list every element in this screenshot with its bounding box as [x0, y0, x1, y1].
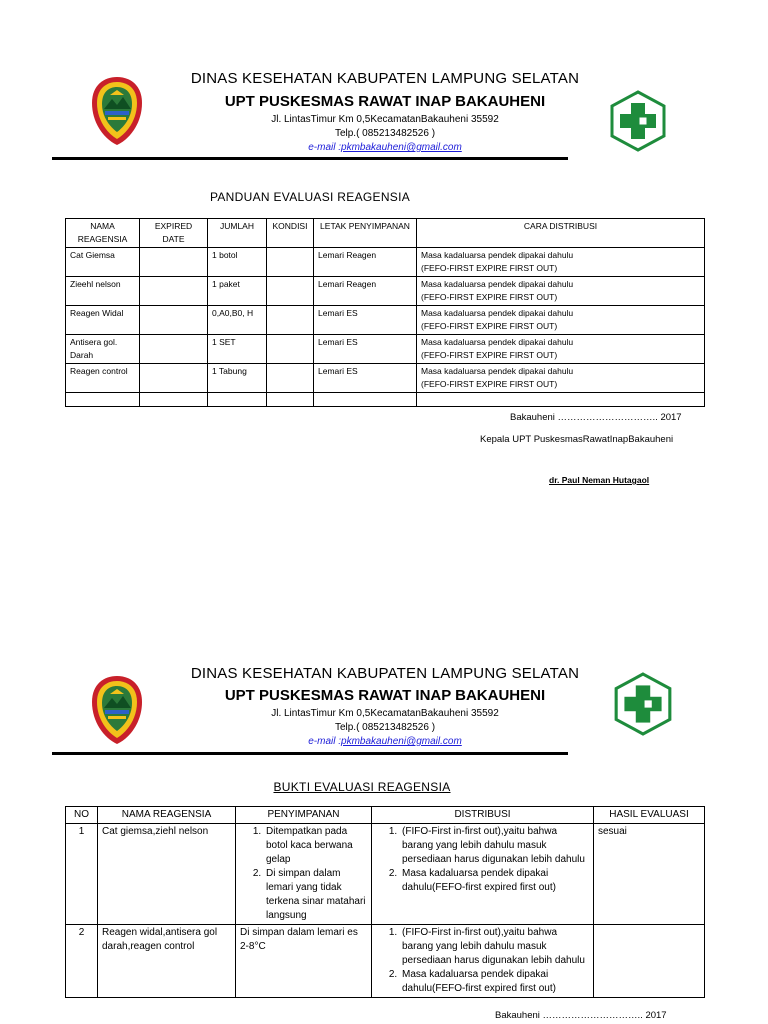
cara-line-1: Masa kadaluarsa pendek dipakai dahulu: [421, 250, 574, 260]
cara-line-1: Masa kadaluarsa pendek dipakai dahulu: [421, 308, 574, 318]
phone: Telp.( 085213482526 ): [334, 722, 436, 733]
place-date: Bakauheni ………………………….. 2017: [495, 1010, 667, 1021]
signatory-title: Kepala UPT PuskesmasRawatInapBakauheni: [480, 434, 674, 445]
col-letak: LETAK PENYIMPANAN: [314, 219, 417, 248]
cell-empty: [417, 393, 705, 407]
reagent-evidence-table: [65, 806, 705, 998]
cell-distribusi: [372, 824, 594, 925]
table-row: [66, 824, 705, 925]
col-kondisi: KONDISI: [267, 219, 314, 248]
email-line: [160, 142, 610, 153]
cell-letak: Lemari ES: [314, 306, 417, 335]
cell-nama: Reagen Widal: [66, 306, 140, 335]
cell-jumlah: 0,A0,B0, H: [208, 306, 267, 335]
cell-kondisi: [267, 306, 314, 335]
cell-empty: [140, 393, 208, 407]
table-row: [66, 306, 705, 335]
cell-letak: Lemari Reagen: [314, 248, 417, 277]
signatory-name: dr. Paul Neman Hutagaol: [549, 475, 650, 485]
section2-title: BUKTI EVALUASI REAGENSIA: [273, 780, 451, 794]
table-row: [66, 335, 705, 364]
cell-nama: Reagen control: [66, 364, 140, 393]
cell-kondisi: [267, 364, 314, 393]
list-item: 2. Di simpan dalam lemari yang tidak terkena sinar matahari langsung: [264, 867, 367, 923]
cell-empty: [66, 393, 140, 407]
col-penyimpanan: PENYIMPANAN: [236, 807, 372, 824]
cell-letak: Lemari ES: [314, 335, 417, 364]
cell-empty: [208, 393, 267, 407]
cell-jumlah: 1 paket: [208, 277, 267, 306]
cell-letak: Lemari ES: [314, 364, 417, 393]
place-date: Bakauheni ………………………….. 2017: [510, 412, 682, 423]
puskesmas-cross-icon: [608, 90, 668, 152]
table-header-row: [66, 807, 705, 824]
address: Jl. LintasTimur Km 0,5KecamatanBakauheni 35592: [271, 114, 499, 125]
cell-cara: [417, 248, 705, 277]
kabupaten-emblem-icon: [90, 674, 144, 746]
col-nama: NAMA REAGENSIA: [66, 219, 140, 248]
cell-cara: [417, 364, 705, 393]
cell-penyimpanan: [236, 824, 372, 925]
email-link[interactable]: pkmbakauheni@gmail.com: [341, 142, 462, 153]
table-row-empty: [66, 393, 705, 407]
cell-nama: Cat Giemsa: [66, 248, 140, 277]
section1-title: PANDUAN EVALUASI REAGENSIA: [209, 190, 411, 204]
email-label: e-mail :: [308, 736, 342, 747]
col-nama: NAMA REAGENSIA: [98, 807, 236, 824]
cell-nama: Zieehl nelson: [66, 277, 140, 306]
table-header-row: [66, 219, 705, 248]
cell-no: 2: [66, 925, 98, 998]
table-row: [66, 925, 705, 998]
cell-kondisi: [267, 248, 314, 277]
email-line: [160, 736, 610, 747]
cell-expired: [140, 248, 208, 277]
cara-line-2: (FEFO-FIRST EXPIRE FIRST OUT): [421, 292, 558, 302]
cara-line-2: (FEFO-FIRST EXPIRE FIRST OUT): [421, 321, 558, 331]
cell-letak: Lemari Reagen: [314, 277, 417, 306]
cell-cara: [417, 277, 705, 306]
kabupaten-emblem-icon: [90, 75, 144, 147]
col-distribusi: DISTRIBUSI: [372, 807, 594, 824]
col-jumlah: JUMLAH: [208, 219, 267, 248]
unit-name: UPT PUSKESMAS RAWAT INAP BAKAUHENI: [224, 93, 546, 110]
cell-hasil: sesuai: [594, 824, 705, 925]
list-item: 1. (FIFO-First in-first out),yaitu bahwa barang yang lebih dahulu masuk persediaan harus digunakan lebih dahulu: [400, 825, 589, 867]
cell-nama: Antisera gol. Darah: [66, 335, 140, 364]
cell-jumlah: 1 Tabung: [208, 364, 267, 393]
cell-jumlah: 1 SET: [208, 335, 267, 364]
cell-empty: [267, 393, 314, 407]
cell-no: 1: [66, 824, 98, 925]
cell-expired: [140, 306, 208, 335]
puskesmas-cross-icon: [612, 672, 674, 736]
cell-kondisi: [267, 277, 314, 306]
cara-line-1: Masa kadaluarsa pendek dipakai dahulu: [421, 337, 574, 347]
header-divider: [52, 752, 568, 755]
cara-line-1: Masa kadaluarsa pendek dipakai dahulu: [421, 279, 574, 289]
col-hasil: HASIL EVALUASI: [594, 807, 705, 824]
list-item: 1. Ditempatkan pada botol kaca berwana gelap: [264, 825, 367, 867]
email-link[interactable]: pkmbakauheni@gmail.com: [341, 736, 462, 747]
cell-nama: Reagen widal,antisera gol darah,reagen control: [98, 925, 236, 998]
cell-expired: [140, 277, 208, 306]
org-name: DINAS KESEHATAN KABUPATEN LAMPUNG SELATAN: [190, 665, 580, 682]
cara-line-2: (FEFO-FIRST EXPIRE FIRST OUT): [421, 263, 558, 273]
list-item: 2. Masa kadaluarsa pendek dipakai dahulu(FEFO-first expired first out): [400, 968, 589, 996]
org-name: DINAS KESEHATAN KABUPATEN LAMPUNG SELATAN: [190, 70, 580, 87]
cara-line-2: (FEFO-FIRST EXPIRE FIRST OUT): [421, 379, 558, 389]
header-divider: [52, 157, 568, 160]
cell-hasil: [594, 925, 705, 998]
list-item: 1. (FIFO-First in-first out),yaitu bahwa barang yang lebih dahulu masuk persediaan harus digunakan lebih dahulu: [400, 926, 589, 968]
unit-name: UPT PUSKESMAS RAWAT INAP BAKAUHENI: [224, 687, 546, 704]
cell-distribusi: [372, 925, 594, 998]
table-row: [66, 248, 705, 277]
cell-kondisi: [267, 335, 314, 364]
col-expired: EXPIRED DATE: [140, 219, 208, 248]
col-no: NO: [66, 807, 98, 824]
list-item: 2. Masa kadaluarsa pendek dipakai dahulu(FEFO-first expired first out): [400, 867, 589, 895]
phone: Telp.( 085213482526 ): [334, 128, 436, 139]
cell-expired: [140, 335, 208, 364]
cell-cara: [417, 306, 705, 335]
cell-empty: [314, 393, 417, 407]
table-row: [66, 277, 705, 306]
address: Jl. LintasTimur Km 0,5KecamatanBakauheni 35592: [271, 708, 499, 719]
cell-jumlah: 1 botol: [208, 248, 267, 277]
table-row: [66, 364, 705, 393]
cell-nama: Cat giemsa,ziehl nelson: [98, 824, 236, 925]
cara-line-1: Masa kadaluarsa pendek dipakai dahulu: [421, 366, 574, 376]
cara-line-2: (FEFO-FIRST EXPIRE FIRST OUT): [421, 350, 558, 360]
email-label: e-mail :: [308, 142, 342, 153]
cell-expired: [140, 364, 208, 393]
cell-penyimpanan: Di simpan dalam lemari es 2-8°C: [236, 925, 372, 998]
cell-cara: [417, 335, 705, 364]
reagent-guide-table: [65, 218, 705, 407]
col-cara: CARA DISTRIBUSI: [417, 219, 705, 248]
